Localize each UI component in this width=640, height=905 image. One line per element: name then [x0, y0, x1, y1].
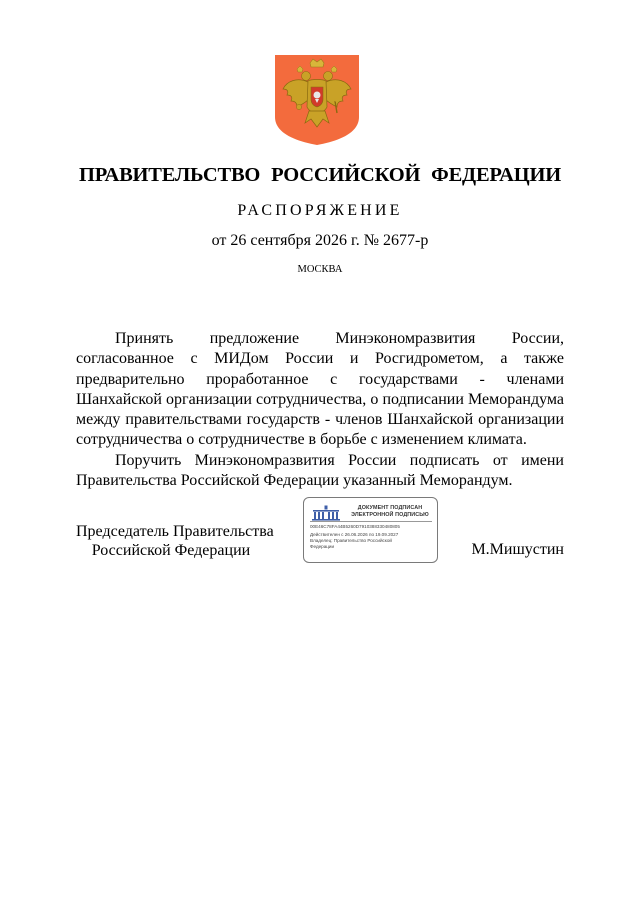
signer-position [76, 522, 274, 560]
stamp-owner: Владелец: Правительство Российской [310, 538, 392, 543]
stamp-title [344, 505, 436, 519]
stamp-divider [310, 521, 432, 522]
signer-position-line: Председатель Правительства [76, 523, 274, 540]
coat-of-arms-icon [275, 55, 359, 145]
e-signature-stamp [303, 497, 438, 563]
stamp-title-line: ДОКУМЕНТ ПОДПИСАН [357, 505, 423, 511]
stamp-owner: Федерации [310, 543, 335, 549]
government-building-icon [311, 505, 341, 521]
coat-of-arms-graphic [275, 55, 359, 145]
body-paragraph: Поручить Минэкономразвития России подписать от имени Правительства Российской Федерации указанный Меморандум. [76, 451, 564, 490]
stamp-certificate: 00E46C78FA44B5260D7910388330480805 [310, 524, 400, 529]
signer-position-line: Российской Федерации [91, 542, 251, 559]
document-city: МОСКВА [297, 264, 343, 275]
stamp-title-line: ЭЛЕКТРОННОЙ ПОДПИСЬЮ [351, 512, 429, 518]
signer-name: М.Мишустин [471, 541, 564, 558]
document-body [76, 329, 564, 491]
government-title: ПРАВИТЕЛЬСТВО РОССИЙСКОЙ ФЕДЕРАЦИИ [79, 164, 561, 186]
body-paragraph: Принять предложение Минэкономразвития России, согласованное с МИДом России и Росгидрометом, а также предварительно проработанное с государствами - членами Шанхайской организации сотрудничества, о подписании Меморандума между правительствами государств - членов Шанхайской организации сотрудничества о сотрудничестве в борьбе с изменением климата. [76, 330, 564, 449]
stamp-validity: Действителен с 26.06.2026 по 19.09.2027 [310, 532, 399, 537]
document-date-number: от 26 сентября 2026 г. № 2677-р [211, 232, 429, 249]
document-type: РАСПОРЯЖЕНИЕ [237, 202, 403, 219]
